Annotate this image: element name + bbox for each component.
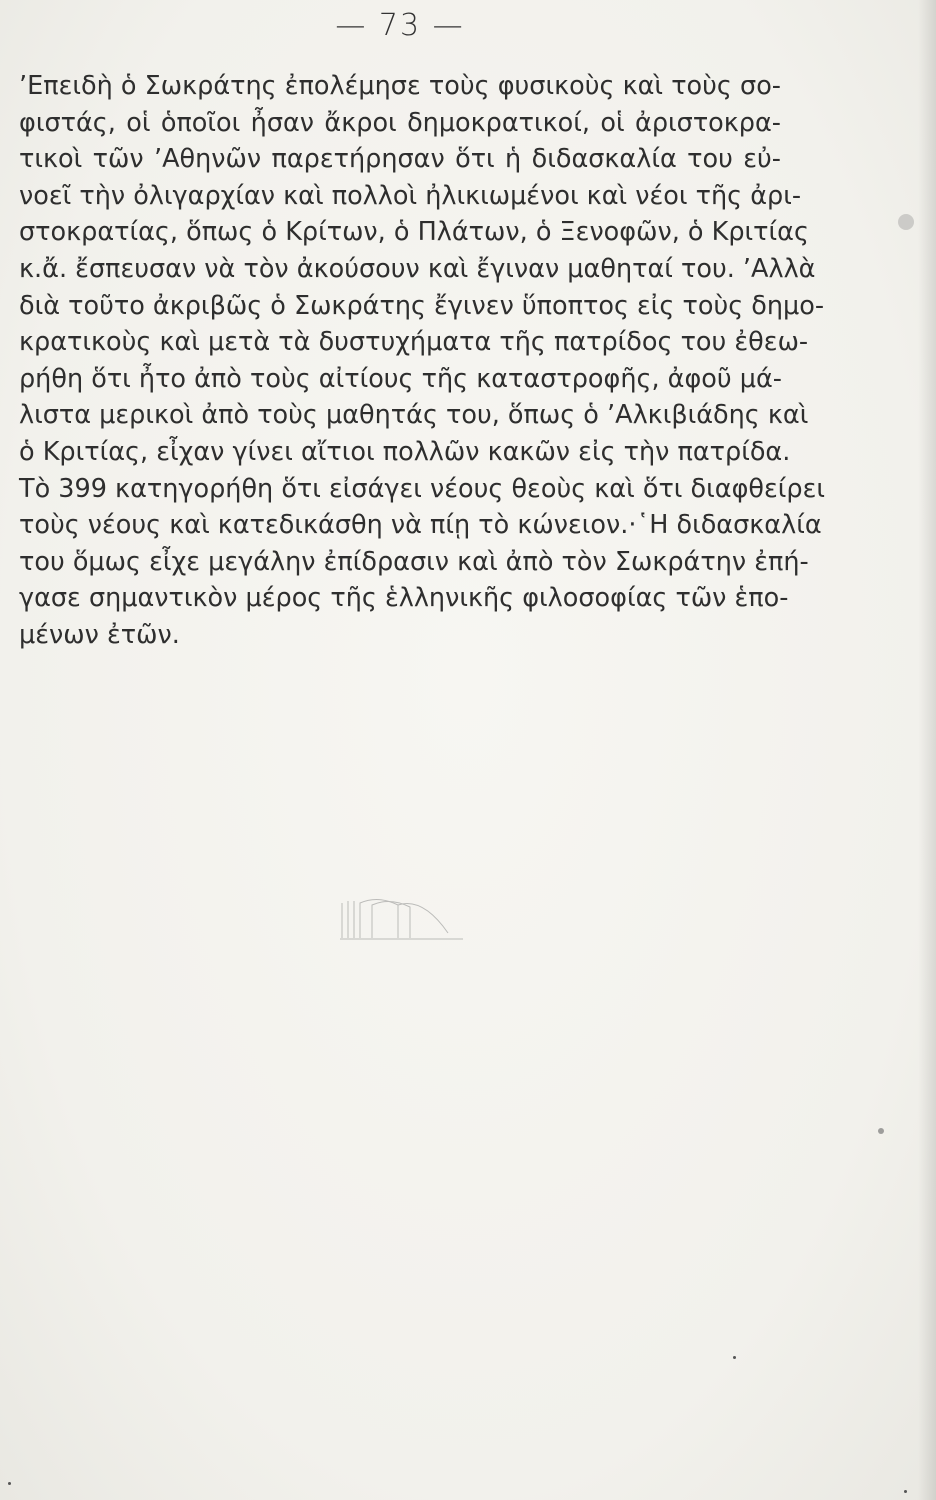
text-line: τικοὶ τῶν ’Αθηνῶν παρετήρησαν ὅτι ἡ διδασκαλία του εὐ- <box>19 144 781 175</box>
text-line: διὰ τοῦτο ἀκριβῶς ὁ Σωκράτης ἔγινεν ὕποπτος εἰς τοὺς δημο- <box>19 290 825 321</box>
faint-stamp-mark <box>338 893 478 943</box>
text-line: ’Επειδὴ ὁ Σωκράτης ἐπολέμησε τοὺς φυσικοὺς καὶ τοὺς σο- <box>19 71 781 101</box>
text-line: ὁ Κριτίας, εἶχαν γίνει αἴτιοι πολλῶν κακῶν εἰς τὴν πατρίδα. <box>19 436 791 467</box>
page-number: — 73 — <box>335 8 465 43</box>
paper-speck <box>898 214 914 230</box>
paper-speck <box>733 1356 736 1359</box>
text-line: Τὸ 399 κατηγορήθη ὅτι εἰσάγει νέους θεοὺς καὶ ὅτι διαφθείρει <box>19 473 826 504</box>
text-line: γασε σημαντικὸν μέρος τῆς ἑλληνικῆς φιλοσοφίας τῶν ἑπο- <box>19 583 789 614</box>
text-line: τοὺς νέους καὶ κατεδικάσθη νὰ πίῃ τὸ κώνειον.·῾Η διδασκαλία <box>19 510 822 541</box>
text-line: του ὅμως εἶχε μεγάλην ἐπίδρασιν καὶ ἀπὸ τὸν Σωκράτην ἐπή- <box>19 546 809 577</box>
text-line: μένων ἐτῶν. <box>19 619 180 650</box>
text-line: κρατικοὺς καὶ μετὰ τὰ δυστυχήματα τῆς πατρίδος του ἐθεω- <box>19 327 809 358</box>
body-paragraph <box>19 68 826 654</box>
text-line: κ.ἄ. ἔσπευσαν νὰ τὸν ἀκούσουν καὶ ἔγιναν μαθηταί του. ’Αλλὰ <box>19 253 816 284</box>
text-line: νοεῖ τὴν ὀλιγαρχίαν καὶ πολλοὶ ἠλικιωμένοι καὶ νέοι τῆς ἀρι- <box>19 180 802 211</box>
paper-speck <box>878 1128 884 1134</box>
text-line: ρήθη ὅτι ἦτο ἀπὸ τοὺς αἰτίους τῆς καταστροφῆς, ἀφοῦ μά- <box>19 363 782 394</box>
page-edge-shadow <box>918 0 936 1500</box>
paper-speck <box>904 1490 907 1493</box>
text-line: φιστάς, οἱ ὁποῖοι ἦσαν ἄκροι δημοκρατικοί, οἱ ἀριστοκρα- <box>19 107 781 138</box>
paper-speck <box>8 1482 11 1485</box>
text-line: στοκρατίας, ὅπως ὁ Κρίτων, ὁ Πλάτων, ὁ Ξενοφῶν, ὁ Κριτίας <box>19 217 809 248</box>
text-line: λιστα μερικοὶ ἀπὸ τοὺς μαθητάς του, ὅπως ὁ ’Αλκιβιάδης καὶ <box>19 400 809 431</box>
